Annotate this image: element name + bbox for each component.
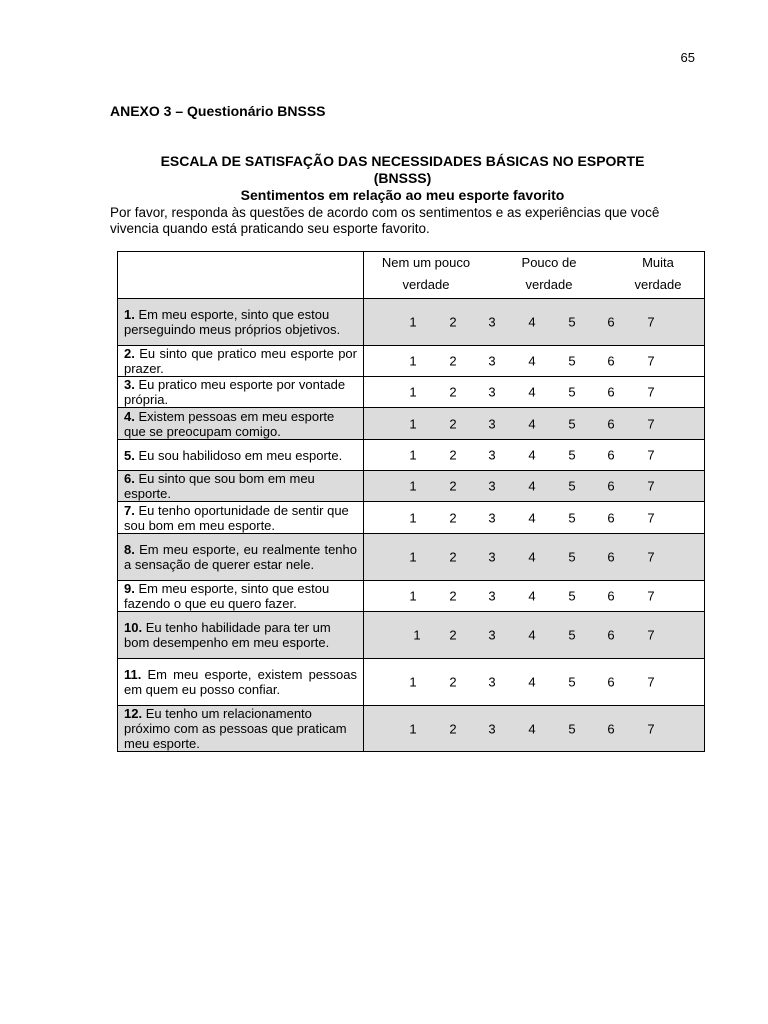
- item-scale: [364, 471, 705, 502]
- scale-option-5[interactable]: 5: [568, 384, 576, 400]
- item-scale: [364, 440, 705, 471]
- scale-option-1[interactable]: 1: [409, 510, 417, 525]
- item-text: Eu sinto que sou bom em meu esporte.: [124, 471, 315, 501]
- scale-option-6[interactable]: 6: [607, 588, 615, 604]
- item-row: [118, 377, 705, 408]
- item-statement: [118, 581, 364, 612]
- item-row: [118, 346, 705, 377]
- scale-option-3[interactable]: 3: [488, 627, 496, 643]
- scale-option-6[interactable]: 6: [607, 721, 615, 736]
- scale-option-7[interactable]: 7: [647, 384, 655, 400]
- item-row: [118, 581, 705, 612]
- scale-option-6[interactable]: 6: [607, 510, 615, 525]
- scale-option-5[interactable]: 5: [568, 588, 576, 604]
- item-scale: [364, 299, 705, 346]
- scale-option-1[interactable]: 1: [409, 588, 417, 604]
- scale-option-7[interactable]: 7: [647, 588, 655, 604]
- scale-option-4[interactable]: 4: [528, 447, 536, 463]
- item-number: 5.: [124, 447, 135, 463]
- scale-option-2[interactable]: 2: [449, 478, 457, 494]
- scale-option-6[interactable]: 6: [607, 353, 615, 369]
- item-number: 3.: [124, 377, 135, 392]
- item-number: 7.: [124, 502, 135, 518]
- item-text: Eu tenho um relacionamento próximo com as pessoas que praticam meu esporte.: [124, 706, 347, 751]
- scale-option-2[interactable]: 2: [449, 510, 457, 525]
- scale-option-2[interactable]: 2: [449, 384, 457, 400]
- scale-option-3[interactable]: 3: [488, 478, 496, 494]
- anchor-low-label: [369, 252, 483, 296]
- anchor-mid-line1: Pouco de: [521, 255, 577, 270]
- scale-title: [110, 153, 695, 187]
- anchor-high-label: [616, 252, 700, 296]
- item-number: 10.: [124, 620, 143, 635]
- item-scale: [364, 534, 705, 581]
- anchor-high-line1: Muita: [642, 255, 674, 270]
- scale-option-1[interactable]: 1: [409, 478, 417, 494]
- scale-option-4[interactable]: 4: [528, 384, 536, 400]
- item-text: Eu tenho oportunidade de sentir que sou bom em meu esporte.: [124, 502, 349, 533]
- item-text: Eu tenho habilidade para ter um bom desempenho em meu esporte.: [124, 620, 331, 650]
- questionnaire-table: [117, 251, 705, 752]
- scale-option-7[interactable]: 7: [647, 627, 655, 643]
- item-row: [118, 408, 705, 440]
- scale-option-1[interactable]: 1: [409, 314, 417, 330]
- scale-option-7[interactable]: 7: [647, 549, 655, 565]
- scale-option-2[interactable]: 2: [449, 353, 457, 369]
- scale-option-7[interactable]: 7: [647, 510, 655, 525]
- item-number: 9.: [124, 581, 135, 596]
- scale-option-2[interactable]: 2: [449, 674, 457, 690]
- item-scale: [364, 346, 705, 377]
- item-row: [118, 534, 705, 581]
- scale-option-1[interactable]: 1: [409, 384, 417, 400]
- item-statement: [118, 408, 364, 440]
- item-statement: [118, 612, 364, 659]
- item-text: Em meu esporte, eu realmente tenho a sensação de querer estar nele.: [124, 542, 357, 572]
- scale-option-3[interactable]: 3: [488, 416, 496, 431]
- item-row: [118, 706, 705, 752]
- item-row: [118, 471, 705, 502]
- scale-option-1[interactable]: 1: [409, 447, 417, 463]
- scale-option-4[interactable]: 4: [528, 478, 536, 494]
- scale-option-6[interactable]: 6: [607, 384, 615, 400]
- item-statement: [118, 706, 364, 752]
- scale-option-4[interactable]: 4: [528, 510, 536, 525]
- scale-option-5[interactable]: 5: [568, 510, 576, 525]
- scale-option-1[interactable]: 1: [409, 353, 417, 369]
- scale-option-5[interactable]: 5: [568, 353, 576, 369]
- annex-title: ANEXO 3 – Questionário BNSSS: [110, 103, 326, 119]
- scale-option-5[interactable]: 5: [568, 549, 576, 565]
- anchor-mid-label: [494, 252, 604, 296]
- scale-option-4[interactable]: 4: [528, 721, 536, 736]
- scale-option-4[interactable]: 4: [528, 314, 536, 330]
- header-blank-cell: [118, 252, 364, 299]
- item-row: [118, 440, 705, 471]
- scale-option-5[interactable]: 5: [568, 314, 576, 330]
- scale-option-4[interactable]: 4: [528, 627, 536, 643]
- scale-option-2[interactable]: 2: [449, 549, 457, 565]
- anchor-low-line1: Nem um pouco: [381, 255, 471, 270]
- item-scale: [364, 706, 705, 752]
- scale-option-7[interactable]: 7: [647, 353, 655, 369]
- page-number: 65: [680, 50, 695, 65]
- item-number: 11.: [124, 667, 142, 682]
- item-statement: [118, 659, 364, 706]
- scale-option-6[interactable]: 6: [607, 447, 615, 463]
- item-text: Em meu esporte, sinto que estou fazendo o que eu quero fazer.: [124, 581, 330, 611]
- item-statement: [118, 471, 364, 502]
- scale-subtitle: Sentimentos em relação ao meu esporte favorito: [240, 187, 565, 203]
- item-number: 1.: [124, 307, 135, 322]
- scale-option-2[interactable]: 2: [449, 416, 457, 431]
- scale-option-7[interactable]: 7: [647, 416, 655, 431]
- scale-option-5[interactable]: 5: [568, 416, 576, 431]
- scale-option-3[interactable]: 3: [488, 447, 496, 463]
- scale-option-5[interactable]: 5: [568, 627, 576, 643]
- item-number: 2.: [124, 346, 135, 361]
- item-text: Eu pratico meu esporte por vontade própria.: [124, 377, 346, 407]
- scale-option-3[interactable]: 3: [488, 588, 496, 604]
- item-number: 4.: [124, 408, 135, 424]
- item-row: [118, 659, 705, 706]
- header-row: [118, 252, 705, 299]
- scale-option-1[interactable]: 1: [409, 674, 417, 690]
- scale-option-2[interactable]: 2: [449, 447, 457, 463]
- item-row: [118, 299, 705, 346]
- scale-option-2[interactable]: 2: [449, 588, 457, 604]
- scale-option-7[interactable]: 7: [647, 721, 655, 736]
- item-scale: [364, 612, 705, 659]
- instructions-text: Por favor, responda às questões de acordo com os sentimentos e as experiências que você vivencia quando está praticando seu esporte favorito.: [110, 205, 660, 236]
- scale-option-7[interactable]: 7: [647, 674, 655, 690]
- scale-option-3[interactable]: 3: [488, 353, 496, 369]
- item-number: 6.: [124, 471, 135, 486]
- scale-option-1[interactable]: 1: [409, 721, 417, 736]
- item-scale: [364, 581, 705, 612]
- item-statement: [118, 377, 364, 408]
- scale-option-5[interactable]: 5: [568, 447, 576, 463]
- scale-option-6[interactable]: 6: [607, 478, 615, 494]
- scale-option-6[interactable]: 6: [607, 627, 615, 643]
- scale-option-4[interactable]: 4: [528, 588, 536, 604]
- scale-option-6[interactable]: 6: [607, 549, 615, 565]
- item-text: Em meu esporte, existem pessoas em quem eu posso confiar.: [124, 667, 357, 697]
- scale-option-7[interactable]: 7: [647, 314, 655, 330]
- anchor-high-line2: verdade: [634, 277, 682, 292]
- scale-option-1[interactable]: 1: [413, 627, 421, 643]
- item-row: [118, 502, 705, 534]
- scale-option-3[interactable]: 3: [488, 721, 496, 736]
- scale-option-6[interactable]: 6: [607, 416, 615, 431]
- item-scale: [364, 408, 705, 440]
- anchor-low-line2: verdade: [402, 277, 450, 292]
- item-row: [118, 612, 705, 659]
- anchor-mid-line2: verdade: [525, 277, 573, 292]
- scale-option-1[interactable]: 1: [409, 549, 417, 565]
- scale-option-7[interactable]: 7: [647, 447, 655, 463]
- item-text: Existem pessoas em meu esporte que se preocupam comigo.: [124, 408, 335, 439]
- scale-option-6[interactable]: 6: [607, 674, 615, 690]
- scale-option-5[interactable]: 5: [568, 674, 576, 690]
- scale-option-2[interactable]: 2: [449, 627, 457, 643]
- scale-option-3[interactable]: 3: [488, 549, 496, 565]
- item-statement: [118, 346, 364, 377]
- scale-option-5[interactable]: 5: [568, 478, 576, 494]
- scale-option-5[interactable]: 5: [568, 721, 576, 736]
- scale-option-3[interactable]: 3: [488, 510, 496, 525]
- scale-title-line1: ESCALA DE SATISFAÇÃO DAS NECESSIDADES BÁSICAS NO ESPORTE: [160, 153, 645, 169]
- scale-option-7[interactable]: 7: [647, 478, 655, 494]
- scale-option-2[interactable]: 2: [449, 721, 457, 736]
- item-number: 12.: [124, 706, 143, 721]
- scale-option-4[interactable]: 4: [528, 549, 536, 565]
- scale-option-1[interactable]: 1: [409, 416, 417, 431]
- scale-anchors-header: [364, 252, 705, 299]
- item-text: Eu sou habilidoso em meu esporte.: [134, 447, 343, 463]
- item-scale: [364, 377, 705, 408]
- item-scale: [364, 502, 705, 534]
- item-statement: [118, 299, 364, 346]
- item-statement: [118, 534, 364, 581]
- scale-option-2[interactable]: 2: [449, 314, 457, 330]
- item-text: Em meu esporte, sinto que estou perseguindo meus próprios objetivos.: [124, 307, 341, 337]
- item-number: 8.: [124, 542, 135, 557]
- scale-option-6[interactable]: 6: [607, 314, 615, 330]
- item-text: Eu sinto que pratico meu esporte por prazer.: [124, 346, 357, 376]
- scale-option-3[interactable]: 3: [488, 674, 496, 690]
- item-statement: [118, 502, 364, 534]
- item-scale: [364, 659, 705, 706]
- scale-option-4[interactable]: 4: [528, 416, 536, 431]
- scale-option-4[interactable]: 4: [528, 674, 536, 690]
- scale-title-line2: (BNSSS): [373, 170, 432, 186]
- scale-option-3[interactable]: 3: [488, 384, 496, 400]
- scale-option-3[interactable]: 3: [488, 314, 496, 330]
- scale-option-4[interactable]: 4: [528, 353, 536, 369]
- item-statement: [118, 440, 364, 471]
